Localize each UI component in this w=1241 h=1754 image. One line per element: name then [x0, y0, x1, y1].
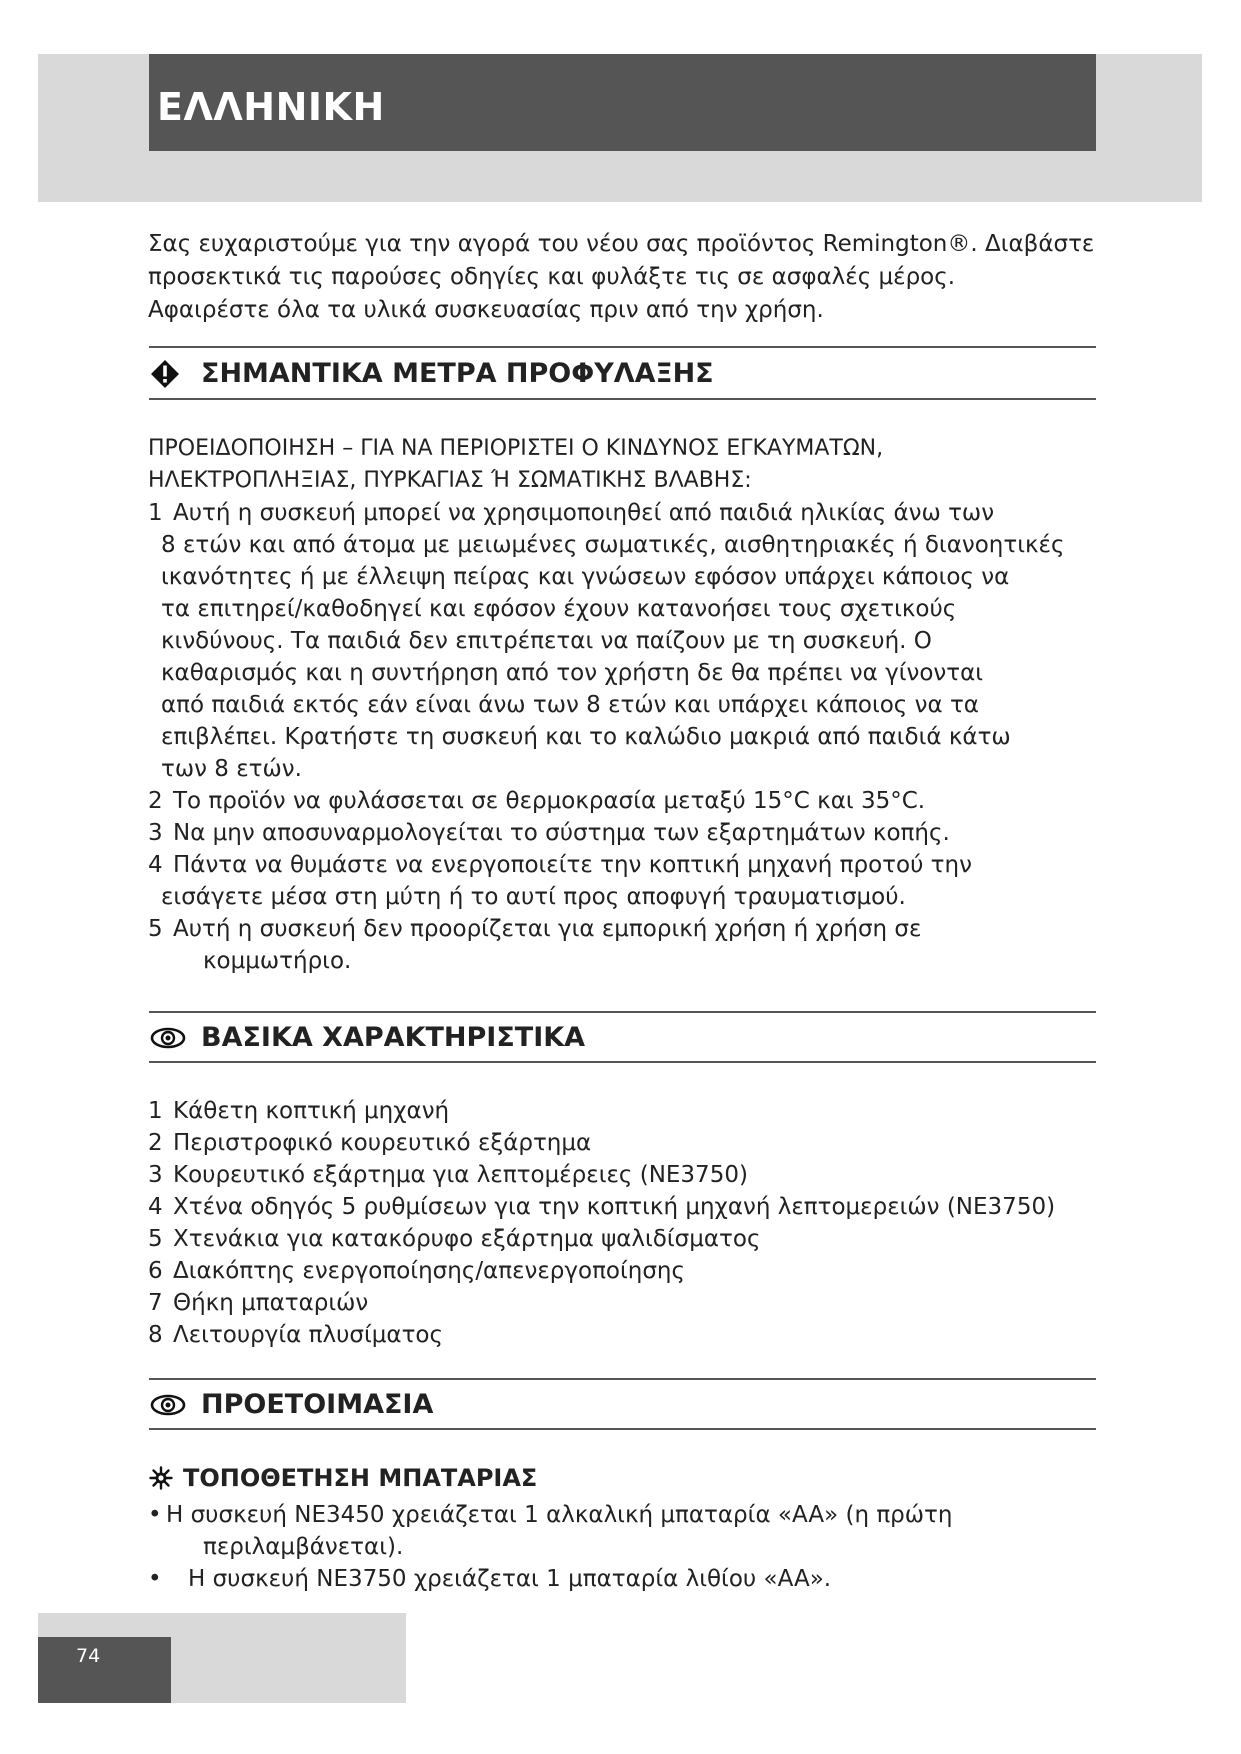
safety-content — [148, 433, 1108, 977]
page-language-title: ΕΛΛΗΝΙΚΗ — [157, 85, 385, 129]
section-rule-top — [149, 346, 1096, 348]
intro-line: προσεκτικά τις παρούσες οδηγίες και φυλάξτε τις σε ασφαλές μέρος. — [148, 264, 956, 290]
list-item-continuation: εισάγετε μέσα στη μύτη ή το αυτί προς αποφυγή τραυματισμού. — [161, 884, 906, 910]
preparation-heading — [149, 1389, 433, 1421]
warning-line: ΠΡΟΕΙΔΟΠΟΙΗΣΗ – ΓΙΑ ΝΑ ΠΕΡΙΟΡΙΣΤΕΙ Ο ΚΙΝΔΥΝΟΣ ΕΓΚΑΥΜΑΤΩΝ, — [148, 436, 884, 461]
intro-paragraph — [148, 228, 1108, 327]
battery-bullets — [148, 1499, 1108, 1595]
list-item: 1 Κάθετη κοπτική μηχανή — [148, 1098, 450, 1124]
section-rule-top — [149, 1011, 1096, 1013]
footer-page-tab — [38, 1637, 171, 1703]
list-item-continuation: καθαρισμός και η συντήρηση από τον χρήστη δε θα πρέπει να γίνονται — [161, 660, 984, 686]
list-item-continuation: κινδύνους. Τα παιδιά δεν επιτρέπεται να παίζουν με τη συσκευή. Ο — [161, 628, 932, 654]
safety-heading-text: ΣΗΜΑΝΤΙΚΑ ΜΕΤΡΑ ΠΡΟΦΥΛΑΞΗΣ — [201, 358, 714, 389]
list-item: 8 Λειτουργία πλυσίματος — [148, 1322, 443, 1348]
gear-star-icon — [149, 1466, 173, 1490]
list-item-continuation: από παιδιά εκτός εάν είναι άνω των 8 ετών και υπάρχει κάποιος να τα — [161, 692, 979, 718]
intro-line: Σας ευχαριστούμε για την αγορά του νέου σας προϊόντος Remington®. Διαβάστε — [148, 231, 1095, 257]
section-rule-top — [149, 1378, 1096, 1380]
list-item: 2 Το προϊόν να φυλάσσεται σε θερμοκρασία μεταξύ 15°C και 35°C. — [148, 788, 926, 814]
list-item: 3 Κουρευτικό εξάρτημα για λεπτομέρειες (NE3750) — [148, 1162, 748, 1188]
list-item: 5 Χτενάκια για κατακόρυφο εξάρτημα ψαλιδίσματος — [148, 1226, 761, 1252]
warning-icon — [149, 358, 189, 390]
list-item-continuation: ικανότητες ή με έλλειψη πείρας και γνώσεων εφόσον υπάρχει κάποιος να — [161, 564, 1010, 590]
safety-heading — [149, 358, 714, 390]
features-heading — [149, 1022, 585, 1054]
bullet-continuation: περιλαμβάνεται). — [203, 1534, 404, 1560]
list-item: 5 Αυτή η συσκευή δεν προορίζεται για εμπορική χρήση ή χρήση σε — [148, 916, 922, 942]
bullet-item: • Η συσκευή NE3450 χρειάζεται 1 αλκαλική μπαταρία «AA» (η πρώτη — [148, 1502, 953, 1528]
list-item-continuation: των 8 ετών. — [161, 756, 302, 782]
list-item: 1 Αυτή η συσκευή μπορεί να χρησιμοποιηθεί από παιδιά ηλικίας άνω των — [148, 500, 995, 526]
page-number: 74 — [76, 1645, 101, 1667]
features-list — [148, 1095, 1108, 1351]
section-rule-bottom — [149, 1061, 1096, 1063]
list-item-continuation: κομμωτήριο. — [203, 948, 352, 974]
list-item: 4 Πάντα να θυμάστε να ενεργοποιείτε την κοπτική μηχανή προτού την — [148, 852, 972, 878]
warning-line: ΗΛΕΚΤΡΟΠΛΗΞΙΑΣ, ΠΥΡΚΑΓΙΑΣ Ή ΣΩΜΑΤΙΚΗΣ ΒΛΑΒΗΣ: — [148, 468, 752, 493]
eye-icon — [149, 1022, 189, 1054]
eye-icon — [149, 1389, 189, 1421]
section-rule-bottom — [149, 1428, 1096, 1430]
battery-subheading — [149, 1462, 537, 1494]
list-item: 2 Περιστροφικό κουρευτικό εξάρτημα — [148, 1130, 592, 1156]
features-heading-text: ΒΑΣΙΚΑ ΧΑΡΑΚΤΗΡΙΣΤΙΚΑ — [201, 1022, 586, 1053]
intro-line: Αφαιρέστε όλα τα υλικά συσκευασίας πριν από την χρήση. — [148, 297, 824, 323]
list-item-continuation: τα επιτηρεί/καθοδηγεί και εφόσον έχουν κατανοήσει τους σχετικούς — [161, 596, 957, 622]
list-item: 7 Θήκη μπαταριών — [148, 1290, 369, 1316]
list-item-continuation: 8 ετών και από άτομα με μειωμένες σωματικές, αισθητηριακές ή διανοητικές — [161, 532, 1065, 558]
list-item: 4 Χτένα οδηγός 5 ρυθμίσεων για την κοπτική μηχανή λεπτομερειών (NE3750) — [148, 1194, 1056, 1220]
preparation-heading-text: ΠΡΟΕΤΟΙΜΑΣΙΑ — [201, 1389, 434, 1420]
list-item-continuation: επιβλέπει. Κρατήστε τη συσκευή και το καλώδιο μακριά από παιδιά κάτω — [161, 724, 1011, 750]
section-rule-bottom — [149, 398, 1096, 400]
battery-subheading-text: ΤΟΠΟΘΕΤΗΣΗ ΜΠΑΤΑΡΙΑΣ — [183, 1464, 538, 1492]
list-item: 6 Διακόπτης ενεργοποίησης/απενεργοποίησης — [148, 1258, 685, 1284]
list-item: 3 Να μην αποσυναρμολογείται το σύστημα των εξαρτημάτων κοπής. — [148, 820, 950, 846]
bullet-item: • Η συσκευή NE3750 χρειάζεται 1 μπαταρία λιθίου «AA». — [148, 1566, 832, 1592]
